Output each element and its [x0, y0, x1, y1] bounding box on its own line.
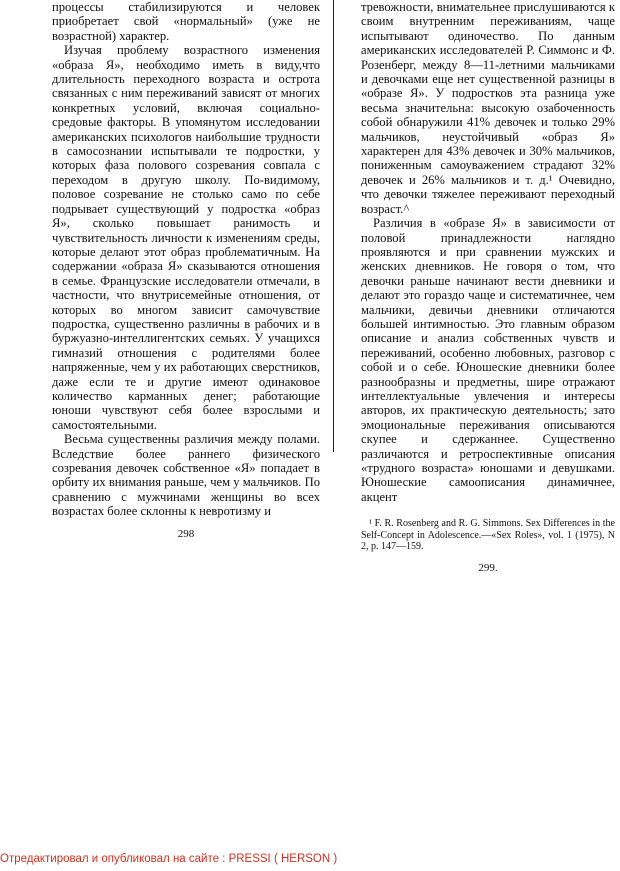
- left-paragraph-3: Весьма существенны различия между полами. Вследствие более раннего физического созревания девочек собственное «Я» попадает в орбиту их внимания раньше, чем у мальчиков. По сравнению с мужчинами женщины во всех возрастах более склонны к невротизму и: [52, 432, 320, 519]
- right-page: [361, 0, 615, 575]
- page-divider: [333, 0, 334, 452]
- right-paragraph-1: тревожности, внимательнее прислушиваются к своим внутренним переживаниям, чаще испытывают одиночество. По данным американских исследователей Р. Симмонс и Ф. Розенберг, между 8—11-летними мальчиками и девочками еще нет существенной разницы в «образе Я». У подростков эта разница уже весьма значительна: высокую озабоченность собой обнаружили 41% девочек и только 29% мальчиков, неустойчивый «образ Я» характерен для 43% девочек и 30% мальчиков, пониженным самоуважением страдают 32% девочек и 26% мальчиков и т. д.¹ Очевидно, что девочки тяжелее переживают переходный возраст.^: [361, 0, 615, 216]
- right-paragraph-2: Различия в «образе Я» в зависимости от половой принадлежности наглядно проявляются и при сравнении мужских и женских дневников. Не говоря о том, что девочки раньше начинают вести дневники и делают это гораздо чаще и систематичнее, чем мальчики, девичьи дневники отличаются большей интимностью. Это главным образом описание и анализ собственных чувств и переживаний, особенно любовных, разговор с собой и о себе. Юношеские дневники более разнообразны и предметны, шире отражают интеллектуальные увлечения и интересы авторов, их практическую деятельность; зато эмоциональные переживания описываются скупее и сдержаннее. Существенно различаются и ретроспективные описания «трудного возраста» юношами и девушками. Юношеские самоописания динамичнее, акцент: [361, 216, 615, 504]
- publisher-credit: Отредактировал и опубликовал на сайте : PRESSI ( HERSON ): [0, 853, 338, 865]
- left-page: [52, 0, 320, 541]
- left-page-number: 298: [177, 527, 195, 540]
- left-paragraph-1: процессы стабилизируются и человек приобретает свой «нормальный» (уже не возрастной) характер.: [52, 0, 320, 43]
- footnote: ¹ F. R. Rosenberg and R. G. Simmons. Sex Differences in the Self-Concept in Adolescence.—«Sex Roles», vol. 1 (1975), N 2, p. 147—159.: [361, 518, 615, 553]
- left-paragraph-2: Изучая проблему возрастного изменения «образа Я», необходимо иметь в виду,что длительность переходного возраста и острота связанных с ним переживаний зависят от многих конкретных условий, включая социально-средовые факторы. В упомянутом исследовании американских психологов наибольшие трудности в самосознании испытывали те подростки, у которых фаза полового созревания совпала с переходом в другую школу. По-видимому, половое созревание не столько само по себе подрывает существующий у подростка «образ Я», сколько повышает ранимость и чувствительность личности к изменениям среды, которые делают этот образ проблематичным. На содержании «образа Я» сказываются отношения в семье. Французские исследователи отмечали, в частности, что внутрисемейные отношения, от которых во многом зависит самочувствие подростка, существенно различны в рабочих и в буржуазно-интеллигентских семьях. У учащихся гимназий отношения с родителями более напряженные, чем у их работающих сверстников, даже если те и другие имеют одинаковое количество карманных денег; работающие юноши чувствуют себя более взрослыми и самостоятельными.: [52, 43, 320, 432]
- right-page-number: 299.: [478, 561, 498, 574]
